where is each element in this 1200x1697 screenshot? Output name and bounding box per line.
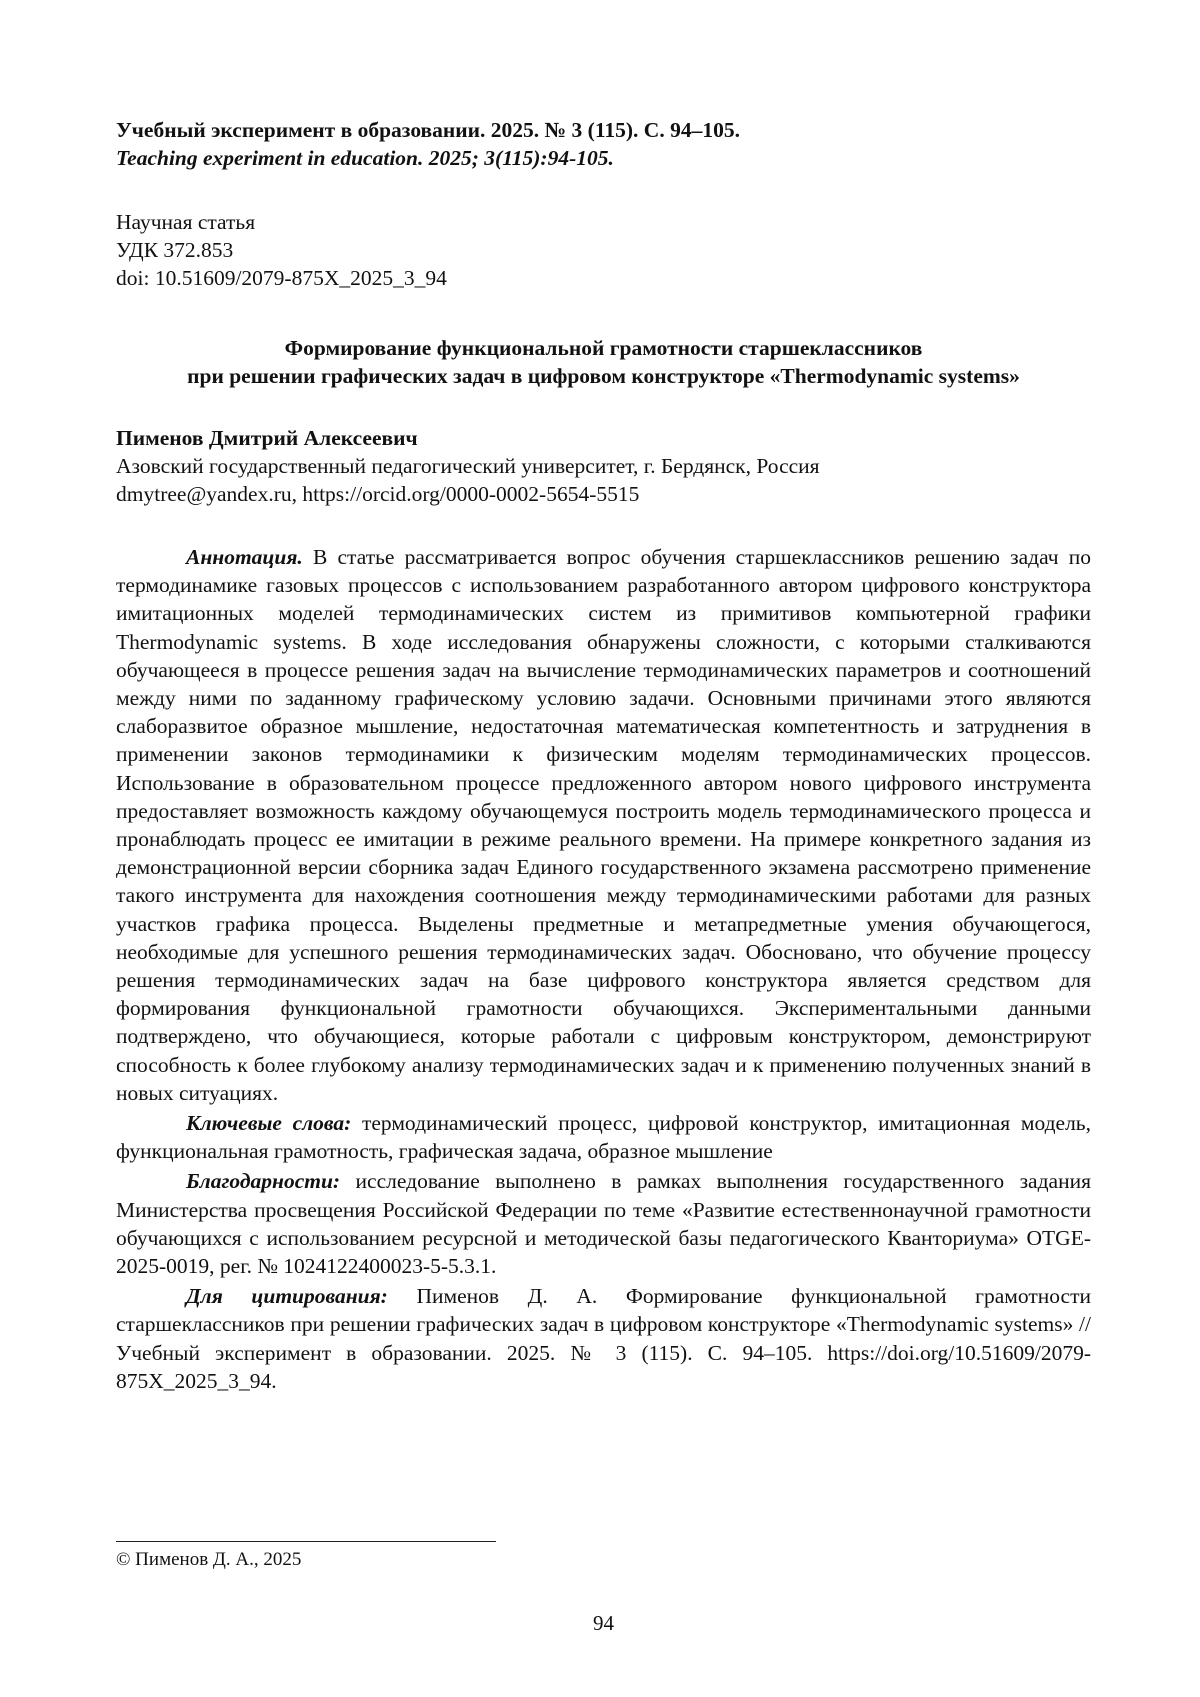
acknowledgments-label: Благодарности: — [186, 1169, 341, 1194]
footnote-divider — [116, 1541, 496, 1542]
doi: doi: 10.51609/2079-875X_2025_3_94 — [116, 266, 447, 290]
title-line-2: при решении графических задач в цифровом конструкторе «Thermodynamic systems» — [187, 364, 1020, 388]
author-contacts: dmytree@yandex.ru, https://orcid.org/0000-0002-5654-5515 — [116, 482, 640, 506]
keywords-text: термодинамический процесс, цифровой конструктор, имитационная модель, функциональная грамотность, графическая задача, образное мышление — [116, 1111, 1091, 1164]
journal-citation-en: Teaching experiment in education. 2025; 3(115):94-105. — [116, 146, 614, 170]
article-meta — [116, 208, 447, 292]
abstract-section — [116, 543, 1091, 1395]
page-number: 94 — [593, 1611, 614, 1635]
abstract-text: В статье рассматривается вопрос обучения старшеклассников решению задач по термодинамике газовых процессов с использованием разработанного автором цифрового конструктора имитационных моделей термодинамических систем из примитивов компьютерной графики Thermodynamic systems. В ходе исследования обнаружены сложности, с которыми сталкиваются обучающееся в процессе решения задач на вычисление термодинамических параметров и соотношений между ними по заданному графическому условию задачи. Основными причинами этого являются слаборазвитое образное мышление, недостаточная математическая компетентность и затруднения в применении законов термодинамики к физическим моделям термодинамических процессов. Использование в образовательном процессе предложенного автором нового цифрового инструмента предоставляет возможность каждому обучающемуся построить модель термодинамического процесса и пронаблюдать процесс ее имитации в режиме реального времени. На примере конкретного задания из демонстрационной версии сборника задач Единого государственного экзамена рассмотрено применение такого инструмента для нахождения соотношения между термодинамическими работами для разных участков графика процесса. Выделены предметные и метапредметные умения обучающегося, необходимые для успешного решения термодинамических задач. Обосновано, что обучение процессу решения термодинамических задач на базе цифрового конструктора является средством для формирования функциональной грамотности обучающихся. Экспериментальными данными подтверждено, что обучающиеся, которые работали с цифровым конструктором, демонстрируют способность к более глубокому анализу термодинамических задач и к применению полученных знаний в новых ситуациях. — [116, 545, 1092, 1105]
author-affiliation: Азовский государственный педагогический университет, г. Бердянск, Россия — [116, 454, 820, 478]
citation-label: Для цитирования: — [186, 1284, 388, 1309]
citation-paragraph — [116, 1282, 1091, 1395]
author-name: Пименов Дмитрий Алексеевич — [116, 426, 418, 450]
title-line-1: Формирование функциональной грамотности старшеклассников — [284, 336, 923, 360]
journal-citation-ru: Учебный эксперимент в образовании. 2025. № 3 (115). С. 94–105. — [116, 118, 740, 142]
journal-header — [116, 116, 740, 172]
citation-text: Пименов Д. А. Формирование функциональной грамотности старшеклассников при решении графических задач в цифровом конструкторе «Thermodynamic systems» // Учебный эксперимент в образовании. 2025. № 3 (115). С. 94–105. https://doi.org/10.51609/2079-875X_2025_3_94. — [116, 1284, 1092, 1393]
keywords-paragraph — [116, 1109, 1091, 1165]
abstract-paragraph — [116, 543, 1091, 1107]
article-title — [116, 334, 1091, 390]
keywords-label: Ключевые слова: — [186, 1111, 352, 1136]
article-type: Научная статья — [116, 210, 256, 234]
udc-code: УДК 372.853 — [116, 238, 234, 262]
copyright-footnote: © Пименов Д. А., 2025 — [116, 1549, 302, 1570]
abstract-label: Аннотация. — [186, 545, 303, 569]
author-block — [116, 424, 820, 508]
acknowledgments-text: исследование выполнено в рамках выполнения государственного задания Министерства просвещения Российской Федерации по теме «Развитие естественнонаучной грамотности обучающихся с использованием ресурсной и методической базы педагогического Кванториума» OTGE-2025-0019, рег. № 1024122400023-5-5.3.1. — [116, 1169, 1091, 1279]
acknowledgments-paragraph — [116, 1167, 1091, 1280]
